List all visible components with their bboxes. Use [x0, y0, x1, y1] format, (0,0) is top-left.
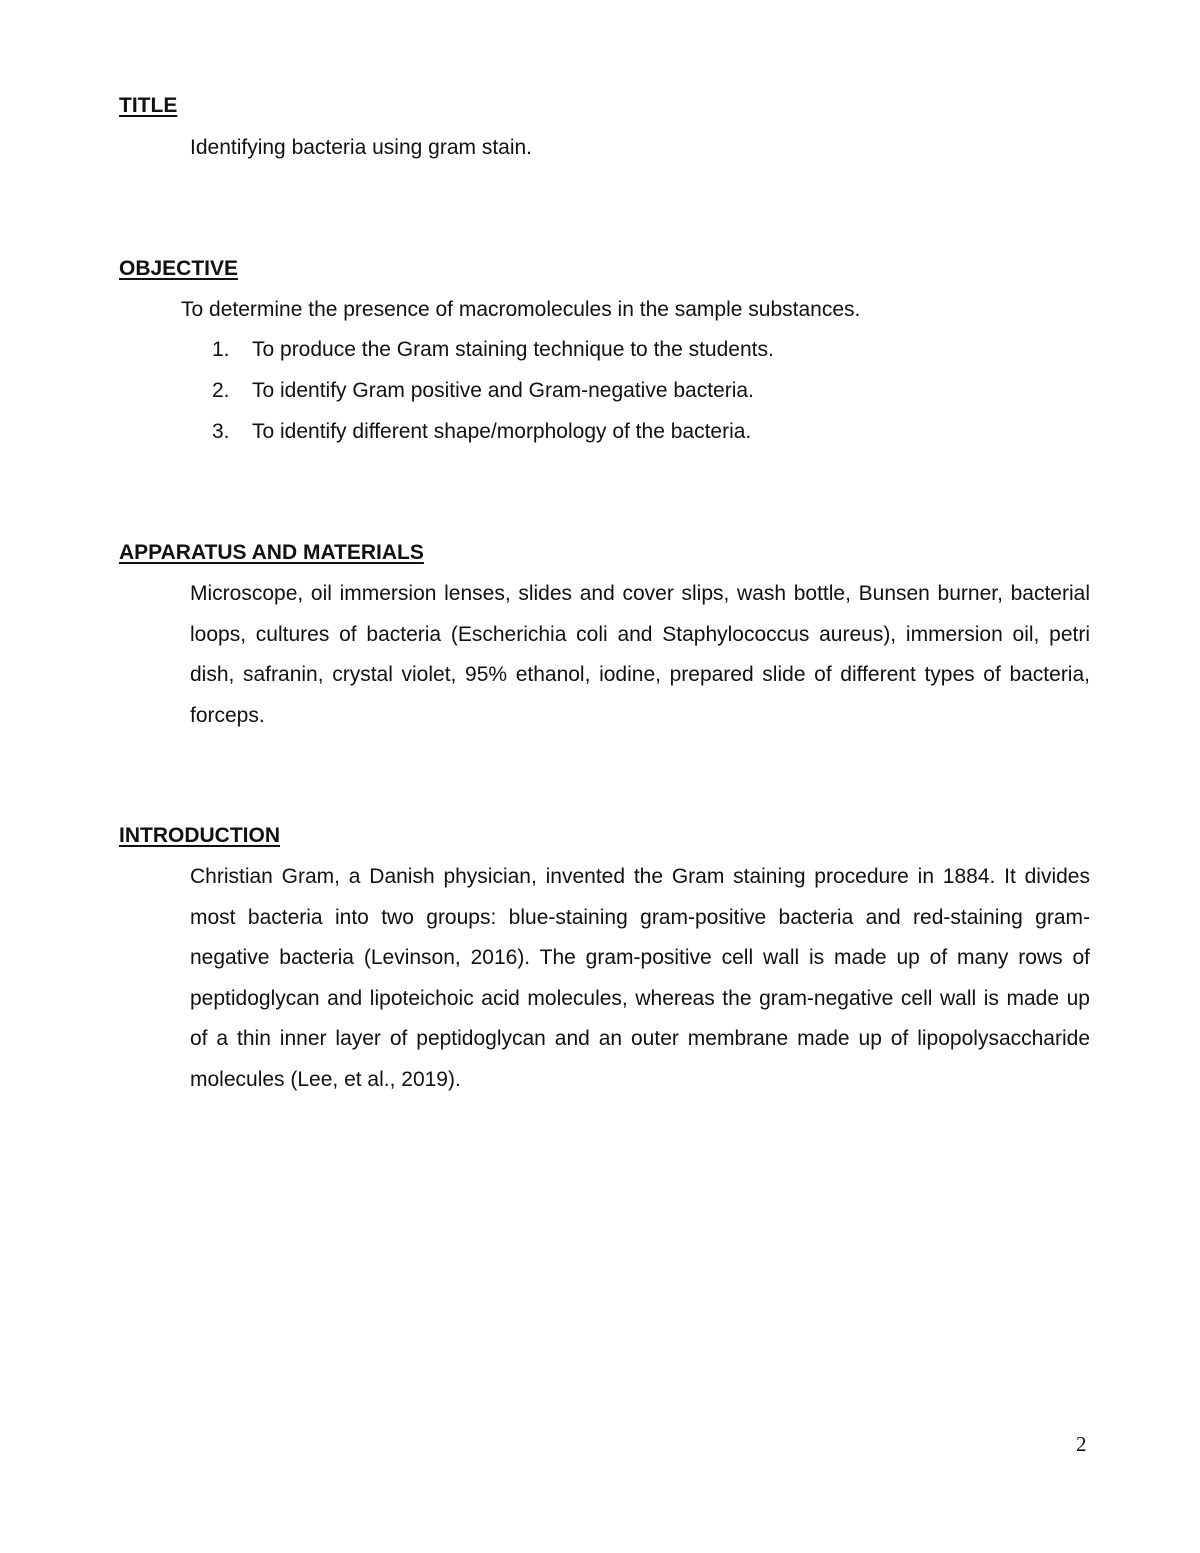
page-number: 2	[1076, 1432, 1087, 1456]
list-item-number: 3.	[212, 420, 230, 443]
list-item	[212, 333, 774, 374]
introduction-heading: INTRODUCTION	[119, 824, 280, 847]
list-item-number: 2.	[212, 379, 230, 402]
objective-intro: To determine the presence of macromolecules in the sample substances.	[181, 298, 861, 321]
list-item	[212, 374, 774, 415]
introduction-paragraph: Christian Gram, a Danish physician, invented the Gram staining procedure in 1884. It divides most bacteria into two groups: blue-staining gram-positive bacteria and red-staining gram-negative bacteria (Levinson, 2016). The gram-positive cell wall is made up of many rows of peptidoglycan and lipoteichoic acid molecules, whereas the gram-negative cell wall is made up of a thin inner layer of peptidoglycan and an outer membrane made up of lipopolysaccharide molecules (Lee, et al., 2019).	[190, 865, 1090, 1091]
apparatus-paragraph: Microscope, oil immersion lenses, slides and cover slips, wash bottle, Bunsen burner, bacterial loops, cultures of bacteria (Escherichia coli and Staphylococcus aureus), immersion oil, petri dish, safranin, crystal violet, 95% ethanol, iodine, prepared slide of different types of bacteria, forceps.	[190, 582, 1090, 727]
list-item-number: 1.	[212, 338, 230, 361]
apparatus-heading: APPARATUS AND MATERIALS	[119, 541, 424, 564]
list-item-text: To identify Gram positive and Gram-negative bacteria.	[252, 379, 754, 402]
title-text: Identifying bacteria using gram stain.	[190, 136, 533, 159]
objective-list	[212, 333, 774, 456]
list-item-text: To identify different shape/morphology of the bacteria.	[252, 420, 752, 443]
objective-heading: OBJECTIVE	[119, 257, 239, 280]
list-item-text: To produce the Gram staining technique to the students.	[252, 338, 774, 361]
title-heading: TITLE	[119, 94, 178, 117]
list-item	[212, 415, 774, 456]
